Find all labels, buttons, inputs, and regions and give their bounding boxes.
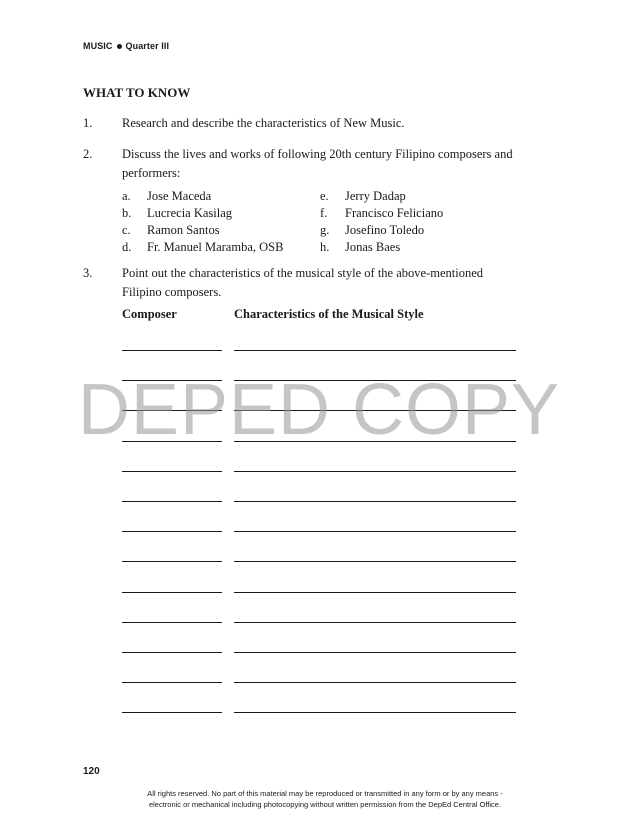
list-item: h. Jonas Baes — [320, 240, 401, 254]
page-number: 120 — [83, 766, 100, 777]
composer-blank-line — [122, 622, 222, 623]
item-number: 2. — [83, 147, 93, 161]
characteristics-blank-line — [234, 622, 516, 623]
section-title: WHAT TO KNOW — [83, 85, 191, 100]
bullet-icon — [117, 44, 122, 49]
composer-list-right — [320, 188, 443, 256]
item-text: Point out the characteristics of the musical style of the above-mentioned Filipino composers. — [122, 266, 484, 299]
composer-list-left — [122, 188, 283, 256]
characteristics-blank-line — [234, 561, 516, 562]
footer-line: All rights reserved. No part of this material may be reproduced or transmitted in any form or by any means - — [147, 789, 503, 798]
characteristics-column-header: Characteristics of the Musical Style — [234, 307, 424, 321]
composer-blank-line — [122, 712, 222, 713]
composer-blank-line — [122, 652, 222, 653]
composer-name: Ramon Santos — [147, 223, 220, 237]
list-item: e. Jerry Dadap — [320, 189, 406, 203]
copyright-footer — [60, 788, 590, 810]
list-item: g. Josefino Toledo — [320, 223, 425, 237]
list-item: c. Ramon Santos — [122, 223, 220, 237]
composer-name: Jonas Baes — [345, 240, 401, 254]
composer-name: Fr. Manuel Maramba, OSB — [147, 240, 284, 254]
composer-name: Jerry Dadap — [345, 189, 406, 203]
list-item: a. Jose Maceda — [122, 189, 212, 203]
footer-line: electronic or mechanical including photocopying without written permission from the DepEd Central Office. — [148, 800, 502, 809]
characteristics-blank-line — [234, 682, 516, 683]
characteristics-blank-line — [234, 652, 516, 653]
item-number: 3. — [83, 266, 93, 280]
characteristics-blank-line — [234, 501, 516, 502]
composer-blank-line — [122, 501, 222, 502]
watermark: DEPED COPY — [77, 370, 561, 450]
quarter-label: Quarter III — [125, 41, 170, 51]
item-number: 1. — [83, 116, 93, 130]
item-text: Discuss the lives and works of following 20th century Filipino composers and performers: — [122, 147, 513, 180]
characteristics-blank-line — [234, 471, 516, 472]
characteristics-blank-line — [234, 350, 516, 351]
composer-blank-line — [122, 350, 222, 351]
page-header — [83, 41, 169, 51]
list-item: f. Francisco Feliciano — [320, 206, 444, 220]
characteristics-blank-line — [234, 592, 516, 593]
composer-name: Lucrecia Kasilag — [147, 206, 233, 220]
characteristics-blank-line — [234, 531, 516, 532]
list-item: d. Fr. Manuel Maramba, OSB — [122, 240, 284, 254]
composer-blank-line — [122, 592, 222, 593]
subject-label: MUSIC — [83, 41, 113, 51]
composer-blank-line — [122, 531, 222, 532]
composer-blank-line — [122, 561, 222, 562]
composer-name: Josefino Toledo — [345, 223, 425, 237]
composer-blank-line — [122, 682, 222, 683]
list-item: b. Lucrecia Kasilag — [122, 206, 233, 220]
composer-column-header: Composer — [122, 307, 177, 321]
composer-blank-line — [122, 471, 222, 472]
item-text: Research and describe the characteristics of New Music. — [122, 116, 405, 130]
composer-name: Jose Maceda — [147, 189, 212, 203]
characteristics-blank-line — [234, 712, 516, 713]
composer-name: Francisco Feliciano — [345, 206, 444, 220]
